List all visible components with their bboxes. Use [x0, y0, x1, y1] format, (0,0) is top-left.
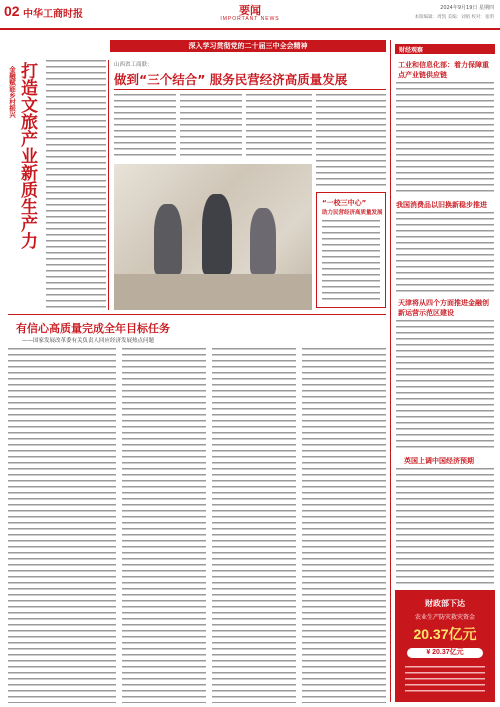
sidebar-quote-body [322, 220, 380, 304]
page-number: 02 [4, 3, 20, 19]
right-column-divider [390, 40, 391, 702]
theme-banner: 深入学习贯彻党的二十届三中全会精神 [110, 40, 386, 52]
main-article-kicker: 山西省工商联： [114, 62, 153, 68]
sidebar-quote-title: “一校三中心” [322, 199, 367, 207]
right-headline-2: 我国消费品以旧换新稳步推进 [396, 201, 487, 209]
right-headline-4: 英国上调中国经济预期 [404, 457, 474, 465]
right-body-1 [396, 82, 494, 194]
right-column-tag [395, 44, 495, 54]
section-rule [8, 314, 386, 315]
ad-amount: 20.37亿元 [413, 626, 477, 642]
main-article-body-col4 [316, 94, 386, 188]
second-article-body-col1 [8, 348, 116, 703]
second-article-headline: 有信心高质量完成全年目标任务 [16, 322, 170, 335]
ad-pill: ¥ 20.37亿元 [407, 648, 483, 658]
second-article-subhead: ——国家发展改革委有关负责人回应经济发展热点问题 [22, 338, 155, 344]
main-article-headline: 做到“三个结合” 服务民营经济高质量发展 [114, 72, 348, 87]
left-article-subtitle: 金融赋能乡村振兴 [8, 66, 16, 118]
right-headline-3: 天津将从四个方面推进金融创新运营示范区建设 [398, 299, 489, 317]
left-article-body [46, 60, 106, 310]
right-body-4 [396, 468, 494, 584]
date-line: 2024年9月19日 星期四 [440, 5, 494, 11]
main-article-photo [114, 164, 312, 310]
section-title: 要闻 [239, 4, 261, 17]
right-headline-1: 工业和信息化部：着力保障重点产业链供应链 [398, 61, 489, 79]
left-article-title: 打造文旅产业新质生产力 [17, 62, 37, 249]
section-title-en: IMPORTANT NEWS [220, 16, 280, 22]
editor-line: 本版编辑：周凯 美编：刘娟 校对：张明 [414, 15, 494, 20]
paper-name: 中华工商时报 [23, 9, 83, 20]
ad-body [405, 666, 485, 696]
right-body-2 [396, 212, 494, 292]
second-article-body-col4 [302, 348, 386, 703]
ad-subtitle: 农业生产防灾救灾资金 [414, 614, 475, 621]
second-article-body-col3 [212, 348, 296, 703]
main-article-body-col2 [180, 94, 242, 160]
main-article-body-col1 [114, 94, 176, 160]
headline-rule [114, 89, 386, 90]
right-column-label: 财经观察 [399, 47, 424, 54]
column-divider [108, 60, 109, 310]
page-header [0, 0, 500, 30]
ad-block [395, 590, 495, 702]
main-article-body-col3 [246, 94, 312, 160]
right-body-3 [396, 320, 494, 450]
ad-title: 财政部下达 [425, 599, 465, 608]
sidebar-quote-line: 助力民营经济高质量发展 [322, 210, 383, 216]
second-article-body-col2 [122, 348, 206, 703]
